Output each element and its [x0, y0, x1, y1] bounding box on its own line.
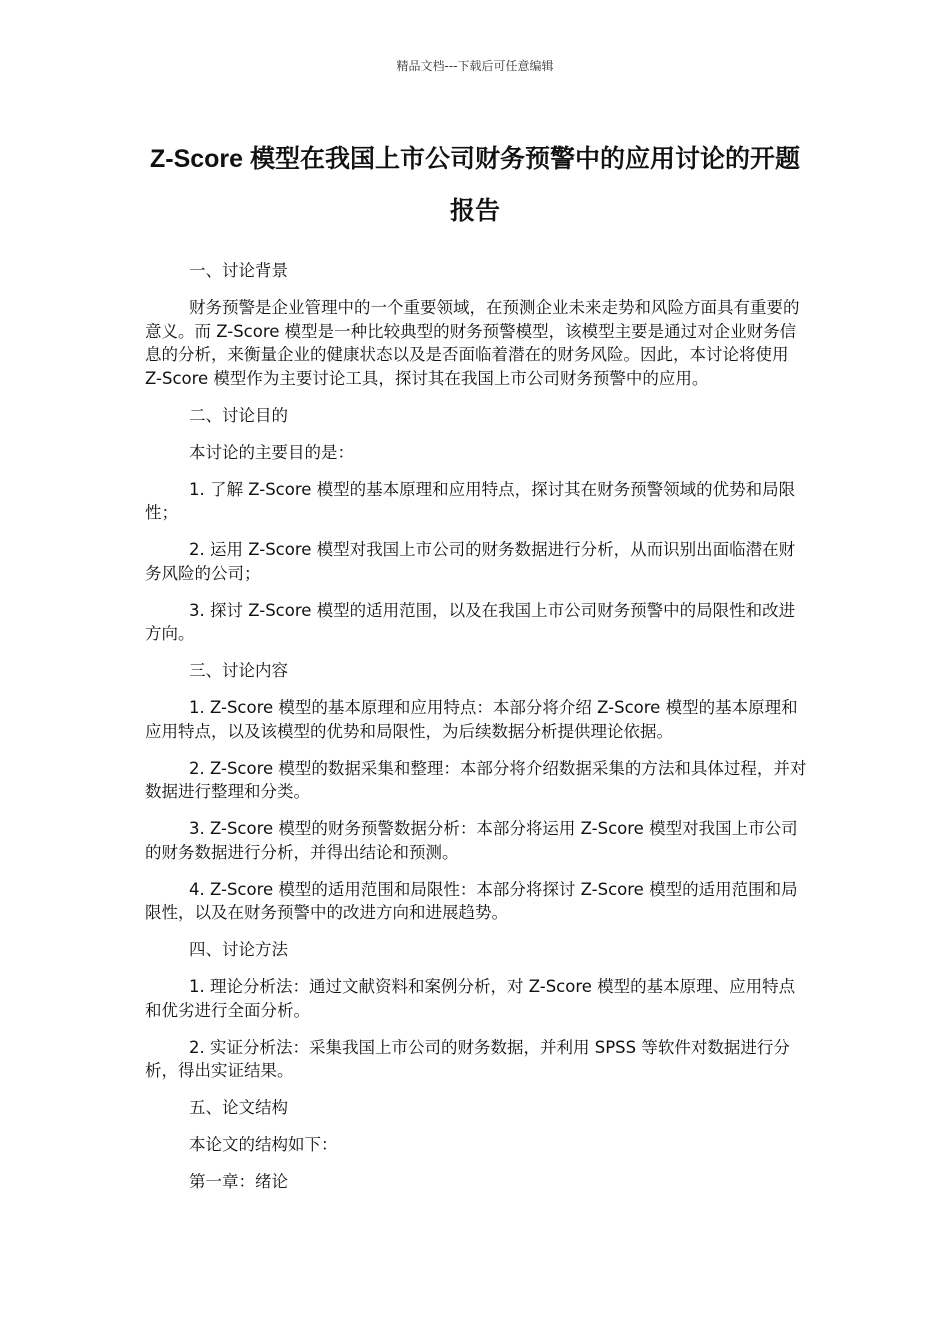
- paragraph: 本讨论的主要目的是：: [189, 442, 354, 462]
- list-item: 2. 运用 Z-Score 模型对我国上市公司的财务数据进行分析，从而识别出面临潜在财务风险的公司；: [145, 540, 796, 583]
- list-item: 3. 探讨 Z-Score 模型的适用范围，以及在我国上市公司财务预警中的局限性和改进方向。: [145, 600, 796, 643]
- document-body: [145, 259, 809, 1207]
- list-item: 2. Z-Score 模型的数据采集和整理：本部分将介绍数据采集的方法和具体过程，并对数据进行整理和分类。: [145, 758, 807, 801]
- page-header: 精品文档---下载后可任意编辑: [396, 59, 554, 73]
- list-item: 1. Z-Score 模型的基本原理和应用特点：本部分将介绍 Z-Score 模型的基本原理和应用特点，以及该模型的优势和局限性，为后续数据分析提供理论依据。: [145, 698, 798, 741]
- list-item: 1. 理论分析法：通过文献资料和案例分析，对 Z-Score 模型的基本原理、应用特点和优劣进行全面分析。: [145, 977, 796, 1020]
- section-heading-structure: 五、论文结构: [189, 1098, 288, 1117]
- list-item: 3. Z-Score 模型的财务预警数据分析：本部分将运用 Z-Score 模型对我国上市公司的财务数据进行分析，并得出结论和预测。: [145, 819, 798, 862]
- paragraph: 财务预警是企业管理中的一个重要领域，在预测企业未来走势和风险方面具有重要的意义。而 Z-Score 模型是一种比较典型的财务预警模型，该模型主要是通过对企业财务信息的分析，来衡量企业的健康状态以及是否面临着潜在的财务风险。因此，本讨论将使用 Z-Score 模型作为主要讨论工具，探讨其在我国上市公司财务预警中的应用。: [145, 298, 800, 388]
- section-heading-method: 四、讨论方法: [189, 940, 288, 959]
- list-item: 2. 实证分析法：采集我国上市公司的财务数据，并利用 SPSS 等软件对数据进行分析，得出实证结果。: [145, 1037, 790, 1080]
- paragraph: 本论文的结构如下：: [189, 1135, 338, 1154]
- document-title: Z-Score 模型在我国上市公司财务预警中的应用讨论的开题报告: [149, 145, 801, 225]
- chapter-item: 第一章：绪论: [189, 1172, 288, 1191]
- list-item: 4. Z-Score 模型的适用范围和局限性：本部分将探讨 Z-Score 模型的适用范围和局限性，以及在财务预警中的改进方向和进展趋势。: [145, 879, 798, 922]
- section-heading-content: 三、讨论内容: [189, 661, 288, 680]
- list-item: 1. 了解 Z-Score 模型的基本原理和应用特点，探讨其在财务预警领域的优势和局限性；: [145, 479, 796, 522]
- section-heading-background: 一、讨论背景: [189, 261, 288, 280]
- section-heading-purpose: 二、讨论目的: [189, 405, 288, 425]
